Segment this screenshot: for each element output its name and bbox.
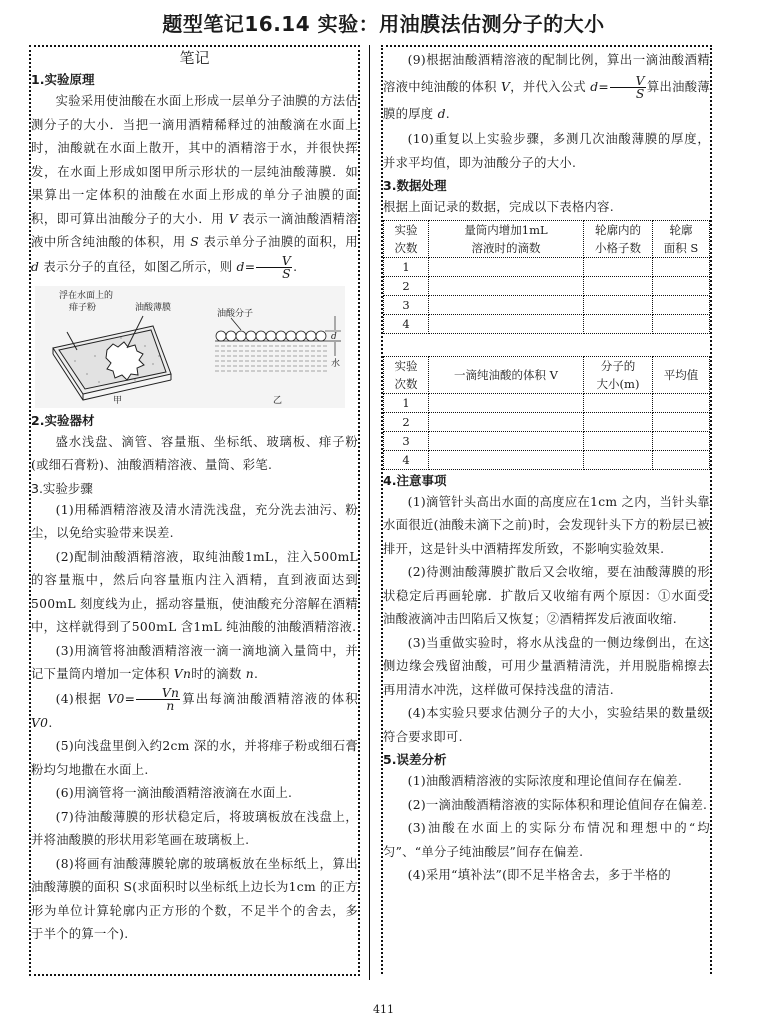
note-3: (3)当重做实验时，将水从浅盘的一侧边缘倒出，在这侧边缘会残留油酸，可用少量酒精清洗，并用脱脂棉擦去再用清水冲洗，这样做可保持浅盘的清洁. (383, 635, 710, 697)
section-materials-title: 2.实验器材 (31, 412, 95, 428)
fraction-v-over-s: $\frac{V}{S}$ (256, 255, 292, 280)
step-2: (2)配制油酸酒精溶液，取纯油酸1mL，注入500mL的容量瓶中，然后向容量瓶内注入酒精，直到液面达到500mL 刻度线为止，摇动容量瓶，使油酸充分溶解在酒精中，这样就得到了500mL 含1mL 纯油酸的油酸酒精溶液. (31, 549, 358, 634)
svg-text:d: d (331, 331, 337, 342)
table-row: 2 (384, 276, 710, 295)
table-row: 2 (384, 412, 710, 431)
svg-text:浮在水面上的: 浮在水面上的 (59, 290, 114, 301)
step-7: (7)待油酸薄膜的形状稳定后，将玻璃板放在浅盘上，并将油酸膜的形状用彩笔画在玻璃板上. (31, 809, 358, 847)
data-table-2 (383, 356, 710, 470)
section-steps-title: 3.实验步骤 (31, 480, 93, 496)
notes-heading: 笔记 (179, 49, 210, 67)
notes-column-right (381, 45, 712, 974)
error-4: (4)采用“填补法”(即不足半格舍去，多于半格的 (407, 868, 671, 882)
oil-film-diagram-icon (35, 286, 345, 408)
fraction-v-over-s-2: $\frac{V}{S}$ (610, 75, 646, 100)
step-6: (6)用滴管将一滴油酸酒精溶液滴在水面上. (55, 786, 293, 800)
note-2: (2)待测油酸薄膜扩散后又会收缩，要在油酸薄膜的形状稳定后再画轮廓．扩散后又收缩有两个原因：①水面受油酸液滴冲击凹陷后又恢复；②酒精挥发后液面收缩. (383, 565, 710, 626)
step-4: (4)根据 V0= $\frac{Vn}{n}$ 算出每滴油酸酒精溶液的体积 V0. (31, 685, 358, 730)
section-notes-title: 4.注意事项 (383, 472, 447, 488)
step-5: (5)向浅盘里倒入约2cm 深的水，并将痱子粉或细石膏粉均匀地撒在水面上. (31, 739, 358, 777)
principle-paragraph: 实验采用使油酸在水面上形成一层单分子油膜的方法估测分子的大小．当把一滴用酒精稀释过的油酸滴在水面上时，油酸就在水面上散开，其中的酒精溶于水，并很快挥发，在水面上形成如图甲所示形状的一层纯油酸薄膜．如果算出一定体积的油酸在水面上形成的单分子油膜的面积，即可算出油酸分子的大小．用 V 表示一滴油酸酒精溶液中所含纯油酸的体积，用 S 表示单分子油膜的面积，用 d 表示分子的直径，如图乙所示，则 d= $\frac{V}{S}$ . (31, 94, 358, 281)
step-9: (9)根据油酸酒精溶液的配制比例，算出一滴油酸酒精溶液中纯油酸的体积 V，并代入公式 d= $\frac{V}{S}$ 算出油酸薄膜的厚度 d. (383, 53, 710, 121)
step-10: (10)重复以上实验步骤，多测几次油酸薄膜的厚度，并求平均值，即为油酸分子的大小. (383, 132, 710, 170)
svg-text:甲: 甲 (113, 395, 123, 406)
step-3: (3)用滴管将油酸酒精溶液一滴一滴地滴入量筒中，并记下量筒内增加一定体积 Vn时的滴数 n. (31, 643, 358, 681)
section-data-title: 3.数据处理 (383, 178, 447, 193)
svg-text:乙: 乙 (273, 395, 283, 406)
svg-text:油酸薄膜: 油酸薄膜 (135, 302, 172, 313)
note-4: (4)本实验只要求估测分子的大小，实验结果的数量级符合要求即可. (383, 706, 710, 744)
svg-text:水: 水 (331, 358, 341, 369)
data-table-1 (383, 220, 710, 334)
table-row: 4 (384, 450, 710, 469)
table-header-row: 实验 次数 量筒内增加1mL 溶液时的滴数 轮廓内的 小格子数 轮廓 面积 S (384, 220, 710, 257)
table-row: 1 (384, 393, 710, 412)
table-row: 3 (384, 431, 710, 450)
materials-paragraph: 盛水浅盘、滴管、容量瓶、坐标纸、玻璃板、痱子粉(或细石膏粉)、油酸酒精溶液、量筒、彩笔. (31, 434, 358, 472)
error-1: (1)油酸酒精溶液的实际浓度和理论值间存在偏差. (407, 774, 683, 788)
notes-column-left (29, 45, 360, 976)
experiment-figure (35, 286, 345, 408)
column-divider (369, 45, 370, 980)
page-title: 题型笔记16.14 实验：用油膜法估测分子的大小 (162, 12, 605, 36)
formula-d: d= (236, 259, 256, 274)
note-1: (1)滴管针头高出水面的高度应在1cm 之内，当针头靠水面很近(油酸未滴下之前)时，会发现针头下方的粉层已被排开，这是针头中酒精挥发所致，不影响实验效果. (383, 494, 710, 556)
data-intro: 根据上面记录的数据，完成以下表格内容. (383, 200, 614, 214)
fraction-vn-over-n: $\frac{Vn}{n}$ (136, 687, 180, 712)
section-error-title: 5.误差分析 (383, 752, 447, 767)
step-1: (1)用稀酒精溶液及清水清洗浅盘，充分洗去油污、粉尘，以免给实验带来误差. (31, 502, 358, 540)
svg-text:痱子粉: 痱子粉 (69, 302, 97, 313)
svg-text:油酸分子: 油酸分子 (217, 308, 254, 319)
error-3: (3)油酸在水面上的实际分布情况和理想中的“均匀”、“单分子纯油酸层”间存在偏差. (383, 821, 710, 859)
step-8: (8)将画有油酸薄膜轮廓的玻璃板放在坐标纸上，算出油酸薄膜的面积 S(求面积时以坐标纸上边长为1cm 的正方形为单位计算轮廓内正方形的个数，不足半个的舍去，多于半个的算一个). (31, 856, 358, 941)
page-number: 411 (373, 1003, 394, 1016)
error-2: (2)一滴油酸酒精溶液的实际体积和理论值间存在偏差. (407, 797, 708, 812)
table-row: 3 (384, 295, 710, 314)
table-row: 4 (384, 314, 710, 333)
table-header-row: 实验 次数 一滴纯油酸的体积 V 分子的 大小(m) 平均值 (384, 356, 710, 393)
section-principle-title: 1.实验原理 (31, 72, 95, 87)
table-gap (383, 334, 710, 356)
table-row: 1 (384, 257, 710, 276)
